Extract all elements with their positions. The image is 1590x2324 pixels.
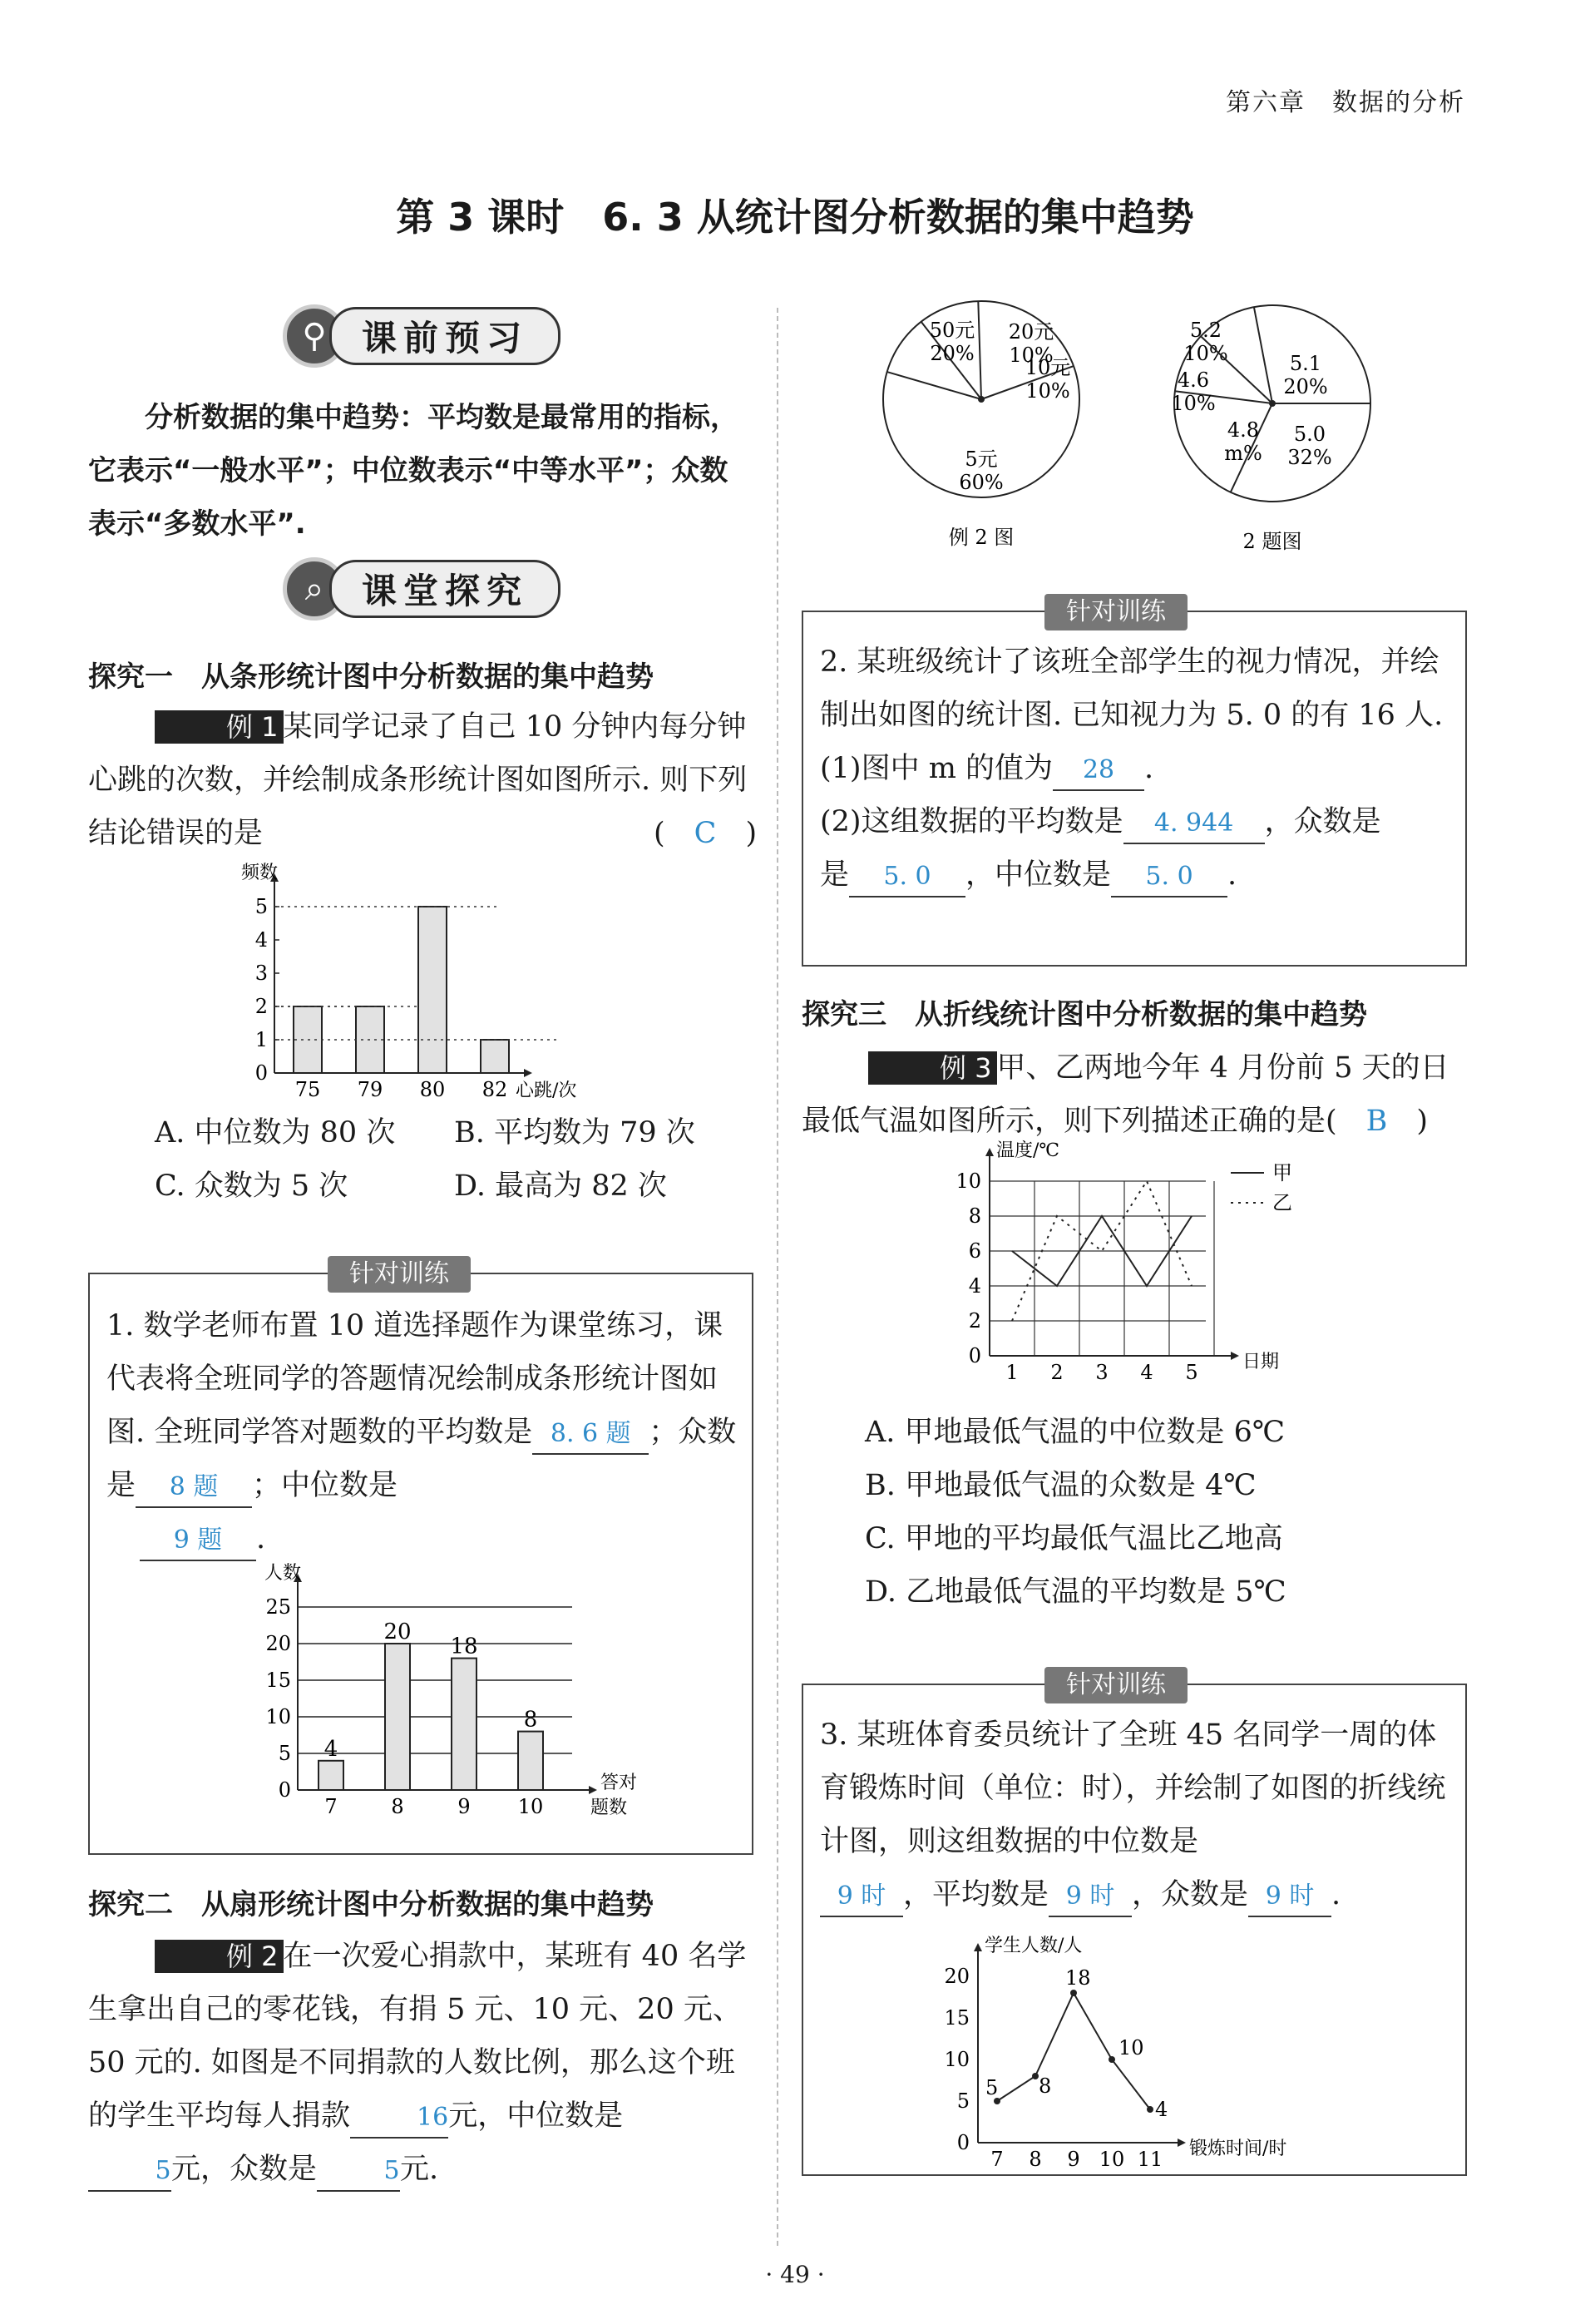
bar-9 xyxy=(452,1659,477,1790)
training-2-mid: ，众数是 xyxy=(1264,805,1381,838)
x-axis-arrow xyxy=(589,1786,597,1794)
y-tick-label: 4 xyxy=(968,1274,981,1298)
x-axis-arrow xyxy=(524,1069,532,1077)
option-3a: A. 甲地最低气温的中位数是 6℃ xyxy=(865,1416,1286,1449)
pie-center xyxy=(978,396,985,403)
data-label: 10 xyxy=(1118,2036,1144,2059)
data-label: 18 xyxy=(1065,1966,1091,1990)
data-label: 18 xyxy=(450,1634,478,1659)
training-box-2 xyxy=(802,597,1467,967)
temperature-line-chart xyxy=(931,1140,1331,1397)
section-3-title: 探究三 从折线统计图中分析数据的集中趋势 xyxy=(802,998,1367,1031)
data-point xyxy=(1032,2073,1039,2079)
data-label: 8 xyxy=(523,1707,538,1733)
x-tick-label: 10 xyxy=(1099,2148,1125,2171)
option-a: A. 中位数为 80 次 xyxy=(155,1116,396,1150)
data-point xyxy=(1070,1990,1077,1996)
x-axis-arrow xyxy=(1178,2139,1186,2147)
example-3-answer: B xyxy=(1365,1105,1388,1138)
y-tick-label: 10 xyxy=(955,1169,981,1193)
vision-pie-chart xyxy=(1139,295,1405,553)
section-1-title: 探究一 从条形统计图中分析数据的集中趋势 xyxy=(88,660,654,694)
slice-label-1: 5.1 xyxy=(1289,352,1322,375)
example-2-text xyxy=(88,1930,753,2196)
y-tick-label: 2 xyxy=(254,995,268,1018)
y-tick-label: 0 xyxy=(278,1778,291,1802)
y-tick-label: 20 xyxy=(265,1632,291,1655)
training-1-end: . xyxy=(256,1522,266,1555)
example-1-answer-paren: ( C ) xyxy=(654,817,758,850)
legend-label-甲: 甲 xyxy=(1272,1161,1292,1184)
heartbeat-bar-chart xyxy=(208,865,640,1106)
slice-pct-3: 20% xyxy=(930,342,975,365)
slice-pct-2: 10% xyxy=(1183,342,1228,365)
y-tick-label: 4 xyxy=(254,928,268,952)
magnifier-icon: ⌕ xyxy=(283,557,346,621)
explore-badge-label: 课堂探究 xyxy=(329,560,560,618)
y-tick-label: 5 xyxy=(956,2089,970,2113)
y-axis-arrow xyxy=(985,1148,994,1156)
x-tick-label: 9 xyxy=(457,1795,471,1818)
x-axis-label: 答对 xyxy=(600,1773,638,1793)
option-b: B. 平均数为 79 次 xyxy=(454,1116,695,1150)
y-tick-label: 20 xyxy=(944,1965,970,1988)
training-3-answer-median: 9 时 xyxy=(820,1877,903,1917)
slice-boundary xyxy=(887,372,981,399)
bar-10 xyxy=(518,1732,543,1790)
y-tick-label: 25 xyxy=(265,1595,291,1619)
slice-pct-3: 10% xyxy=(1171,392,1216,415)
pie-center xyxy=(1269,400,1276,407)
y-tick-label: 10 xyxy=(944,2048,970,2071)
training-2-answer-mean: 4. 944 xyxy=(1123,804,1265,844)
x-tick-label: 1 xyxy=(1005,1361,1019,1384)
y-axis-label: 人数 xyxy=(264,1563,302,1584)
pie-caption: 2 题图 xyxy=(1242,530,1302,553)
data-label: 8 xyxy=(1039,2074,1052,2098)
slice-label-0: 5元 xyxy=(965,447,998,471)
training-2-text: 2. 某班级统计了该班全部学生的视力情况，并绘制出如图的统计图. 已知视力为 5. 0 的有 16 人. xyxy=(820,645,1444,732)
x-tick-label: 80 xyxy=(419,1078,446,1101)
x-axis-arrow xyxy=(1231,1352,1239,1360)
y-tick-label: 5 xyxy=(254,895,268,918)
slice-label-1: 10元 xyxy=(1025,356,1071,379)
bar-7 xyxy=(318,1761,343,1790)
y-tick-label: 3 xyxy=(254,962,268,985)
y-tick-label: 0 xyxy=(968,1344,981,1367)
example-2-body: 在一次爱心捐款中，某班有 40 名学生拿出自己的零花钱，有捐 5 元、10 元、20 元、50 元的. 如图是不同捐款的人数比例，那么这个班的学生平均每人捐款 xyxy=(88,1940,747,2133)
option-c: C. 众数为 5 次 xyxy=(155,1169,348,1203)
data-label: 5 xyxy=(985,2076,999,2099)
training-box-1 xyxy=(88,1259,753,1855)
example-3-label: 例 3 xyxy=(868,1051,997,1085)
x-tick-label: 9 xyxy=(1067,2148,1080,2171)
y-tick-label: 5 xyxy=(278,1742,291,1765)
example-2-mid2: 元，众数是 xyxy=(171,2153,318,2186)
x-tick-label: 8 xyxy=(1029,2148,1042,2171)
data-label: 4 xyxy=(323,1736,338,1762)
x-axis-label: 心跳/次 xyxy=(516,1080,577,1101)
bar-8 xyxy=(385,1644,410,1790)
training-2-q2: (2)这组数据的平均数是 xyxy=(820,805,1123,838)
chapter-header: 第六章 数据的分析 xyxy=(1226,88,1465,117)
slice-pct-0: 32% xyxy=(1287,446,1332,469)
y-tick-label: 8 xyxy=(968,1204,981,1228)
x-tick-label: 5 xyxy=(1185,1361,1198,1384)
training-3-end: . xyxy=(1331,1878,1341,1911)
slice-pct-1: 10% xyxy=(1025,379,1070,403)
x-tick-label: 75 xyxy=(294,1078,321,1101)
option-3d: D. 乙地最低气温的平均数是 5℃ xyxy=(865,1575,1286,1609)
data-point xyxy=(1147,2106,1153,2113)
training-1-answer-median: 9 题 xyxy=(140,1521,256,1561)
bar-82 xyxy=(481,1040,509,1073)
training-3-answer-mode: 9 时 xyxy=(1248,1877,1331,1917)
option-3b: B. 甲地最低气温的众数是 4℃ xyxy=(865,1469,1257,1502)
training-3-text: 3. 某班体育委员统计了全班 45 名同学一周的体育锻炼时间（单位：时），并绘制了如图的折线统计图，则这组数据的中位数是 xyxy=(820,1718,1446,1858)
training-3-question xyxy=(820,1708,1452,1921)
y-tick-label: 15 xyxy=(265,1669,291,1692)
preview-badge xyxy=(283,304,560,368)
training-2-question: 2. 某班级统计了该班全部学生的视力情况，并绘制出如图的统计图. 已知视力为 5. 0 的有 16 人. (1)图中 m 的值为 28 . (2)这组数据的平均数是 4. 944 ，众数是 是 5. 0 ，中位数是 5. 0 . xyxy=(820,635,1452,902)
y-tick-label: 6 xyxy=(968,1239,981,1263)
x-tick-label: 10 xyxy=(517,1795,544,1818)
training-2-q1: (1)图中 m 的值为 xyxy=(820,752,1054,785)
x-tick-label: 79 xyxy=(357,1078,383,1101)
training-2-answer-mode: 5. 0 xyxy=(849,858,965,897)
option-d: D. 最高为 82 次 xyxy=(454,1169,667,1203)
y-tick-label: 1 xyxy=(254,1028,268,1051)
answers-bar-chart xyxy=(239,1563,655,1840)
slice-label-3: 50元 xyxy=(929,319,975,342)
slice-pct-2: 10% xyxy=(1009,344,1054,367)
column-divider xyxy=(777,308,778,2246)
training-2-answer-median: 5. 0 xyxy=(1111,858,1227,897)
y-axis-arrow xyxy=(974,1943,982,1951)
preview-badge-label: 课前预习 xyxy=(329,307,560,365)
slice-label-2: 5.2 xyxy=(1189,319,1222,342)
y-tick-label: 15 xyxy=(944,2006,970,2030)
example-3-body: 甲、乙两地今年 4 月份前 5 天的日最低气温如图所示，则下列描述正确的是 xyxy=(802,1051,1449,1138)
training-1-answer-mode: 8 题 xyxy=(136,1468,252,1508)
x-tick-label: 11 xyxy=(1137,2148,1163,2171)
training-2-end: . xyxy=(1227,858,1237,892)
y-tick-label: 2 xyxy=(968,1309,981,1333)
slice-label-2: 20元 xyxy=(1008,320,1054,344)
data-label: 4 xyxy=(1155,2098,1168,2121)
data-point xyxy=(1109,2056,1115,2063)
slice-pct-4: m% xyxy=(1224,442,1262,465)
pie-caption: 例 2 图 xyxy=(948,526,1015,549)
legend-label-乙: 乙 xyxy=(1272,1191,1292,1214)
training-3-mid2: ，众数是 xyxy=(1132,1878,1249,1911)
slice-label-0: 5.0 xyxy=(1293,423,1326,446)
y-tick-label: 0 xyxy=(254,1061,268,1085)
slice-pct-0: 60% xyxy=(959,471,1004,494)
slice-boundary xyxy=(978,301,981,399)
training-box-3 xyxy=(802,1670,1467,2176)
x-tick-label: 7 xyxy=(990,2148,1004,2171)
training-box-2-label: 针对训练 xyxy=(1044,594,1188,630)
x-tick-label: 2 xyxy=(1050,1361,1064,1384)
slice-label-3: 4.6 xyxy=(1177,368,1210,392)
example-2-answer-median: 5 xyxy=(88,2152,171,2192)
page-number: · 49 · xyxy=(765,2261,825,2288)
x-tick-label: 8 xyxy=(391,1795,404,1818)
training-1-answer-mean: 8. 6 题 xyxy=(532,1415,649,1455)
training-box-3-label: 针对训练 xyxy=(1044,1667,1188,1703)
y-tick-label: 0 xyxy=(956,2131,970,2154)
data-label: 20 xyxy=(383,1619,412,1644)
example-2-mid1: 元，中位数是 xyxy=(448,2099,624,2133)
x-tick-label: 82 xyxy=(481,1078,508,1101)
y-axis-label: 温度/℃ xyxy=(996,1140,1060,1161)
x-axis-label: 日期 xyxy=(1242,1352,1280,1372)
x-tick-label: 3 xyxy=(1095,1361,1109,1384)
preview-text: 分析数据的集中趋势：平均数是最常用的指标，它表示“一般水平”；中位数表示“中等水平”；众数表示“多数水平”. xyxy=(88,401,738,541)
example-2-label: 例 2 xyxy=(155,1940,284,1973)
training-box-1-label: 针对训练 xyxy=(328,1256,471,1293)
slice-pct-1: 20% xyxy=(1283,375,1328,398)
training-1-mid1: ；众数是 xyxy=(106,1416,737,1502)
training-1-mid2: ；中位数是 xyxy=(252,1469,398,1502)
example-1-label: 例 1 xyxy=(155,710,284,744)
y-axis-label: 学生人数/人 xyxy=(985,1936,1083,1956)
example-2-answer-mode: 5 xyxy=(317,2152,400,2192)
example-1-body: 某同学记录了自己 10 分钟内每分钟心跳的次数，并绘制成条形统计图如图所示. 则下列结论错误的是 xyxy=(88,710,748,850)
training-3-mid1: ，平均数是 xyxy=(903,1878,1049,1911)
x-axis-label: 锻炼时间/时 xyxy=(1189,2139,1287,2159)
donation-pie-chart xyxy=(873,295,1123,553)
y-tick-label: 10 xyxy=(265,1705,291,1728)
training-2-mid2: ，中位数是 xyxy=(965,858,1112,892)
example-3-text: 例 3 甲、乙两地今年 4 月份前 5 天的日最低气温如图所示，则下列描述正确的是( B ) xyxy=(802,1051,1449,1138)
section-2-title: 探究二 从扇形统计图中分析数据的集中趋势 xyxy=(88,1888,654,1921)
x-tick-label: 4 xyxy=(1140,1361,1153,1384)
option-3c: C. 甲地的平均最低气温比乙地高 xyxy=(865,1522,1283,1555)
slice-label-4: 4.8 xyxy=(1227,418,1260,442)
example-2-end: 元. xyxy=(400,2153,439,2186)
training-3-answer-mean: 9 时 xyxy=(1049,1877,1132,1917)
exercise-line-chart xyxy=(928,1936,1311,2171)
bar-80 xyxy=(418,907,447,1073)
training-2-answer-m: 28 xyxy=(1053,751,1144,791)
training-1-text: 1. 数学老师布置 10 道选择题作为课堂练习，课代表将全班同学的答题情况绘制成条形统计图如图. 全班同学答对题数的平均数是 xyxy=(106,1309,723,1449)
page-title: 第 3 课时 6. 3 从统计图分析数据的集中趋势 xyxy=(396,195,1194,240)
example-2-answer-mean: 16 xyxy=(350,2099,448,2139)
example-1-answer: C xyxy=(694,817,717,850)
x-axis-label-2: 题数 xyxy=(590,1797,628,1818)
explore-badge xyxy=(283,557,560,621)
x-tick-label: 7 xyxy=(324,1795,338,1818)
training-1-question xyxy=(106,1299,738,1565)
location-pin-icon: ⚲ xyxy=(283,304,346,368)
y-axis-label: 频数 xyxy=(241,863,279,883)
